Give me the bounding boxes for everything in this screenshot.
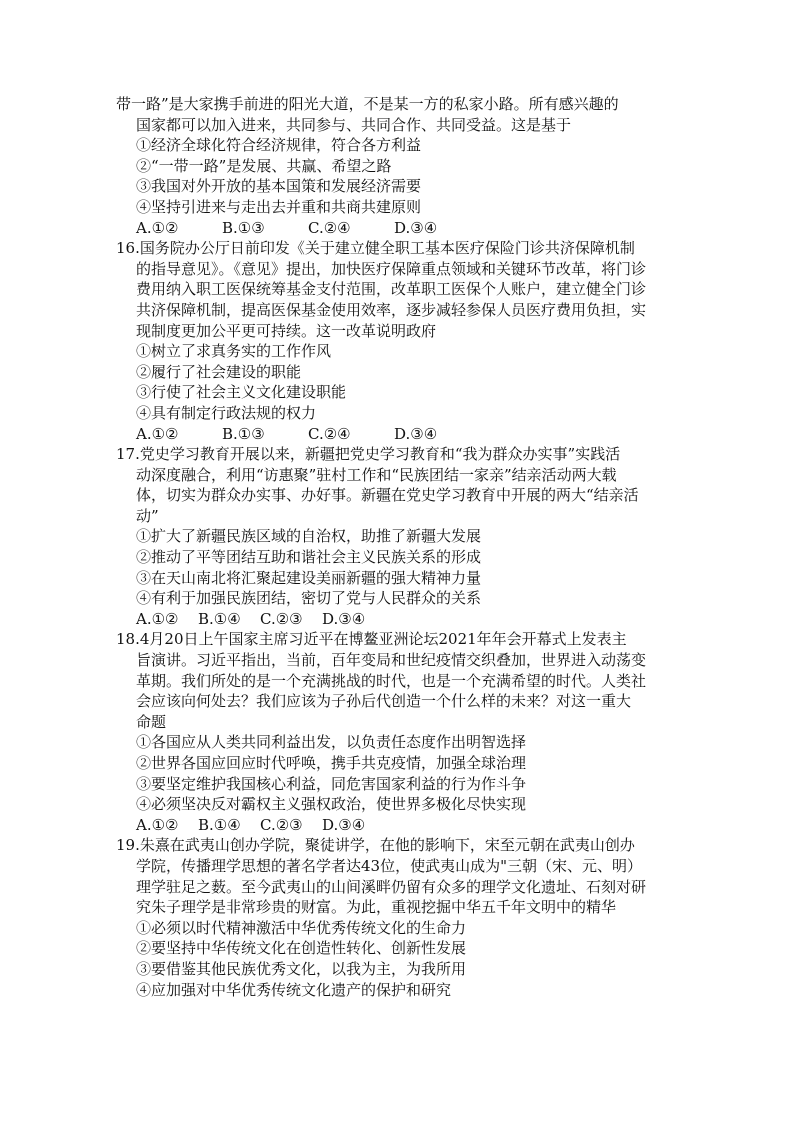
option-1: ①树立了求真务实的工作作风: [136, 342, 332, 361]
option-2: ②推动了平等团结互助和谐社会主义民族关系的形成: [136, 548, 482, 567]
question-stem-line: 理学驻足之薮。至今武夷山的山间溪畔仍留有众多的理学文化遗址、石刻对研: [136, 877, 647, 896]
question-stem-line: 17.党史学习教育开展以来，新疆把党史学习教育和“我为群众办实事”实践活: [116, 445, 621, 464]
option-2: ②“一带一路”是发展、共赢、希望之路: [136, 156, 392, 175]
choice-d: D.③④: [394, 424, 438, 443]
option-1: ①经济全球化符合经济规律，符合各方利益: [136, 136, 422, 155]
choice-b: B.①④: [198, 815, 241, 834]
answer-choices: [116, 815, 686, 836]
option-4: ④坚持引进来与走出去并重和共商共建原则: [136, 197, 422, 216]
question-19: [116, 835, 686, 1000]
question-stem-line: 19.朱熹在武夷山创办学院，聚徒讲学，在他的影响下，宋至元朝在武夷山创办: [116, 836, 635, 855]
question-stem-line: 带一路”是大家携手前进的阳光大道，不是某一方的私家小路。所有感兴趣的: [116, 95, 619, 113]
question-stem-line: 现制度更加公平更可持续。这一改革说明政府: [136, 321, 437, 340]
question-stem-line: 18.4月20日上午国家主席习近平在博鳌亚洲论坛2021年年会开幕式上发表主: [116, 630, 627, 649]
option-3: ③要借鉴其他民族优秀文化，以我为主，为我所用: [136, 959, 467, 978]
option-4: ④必须坚决反对霸权主义强权政治，使世界多极化尽快实现: [136, 795, 527, 814]
answer-choices: [116, 218, 686, 239]
option-4: ④应加强对中华优秀传统文化遗产的保护和研究: [136, 980, 452, 999]
choice-c: C.②④: [308, 218, 351, 237]
choice-a: A.①②: [136, 218, 179, 237]
option-2: ②世界各国应回应时代呼唤，携手共克疫情，加强全球治理: [136, 754, 527, 772]
question-stem-line: 费用纳入职工医保统筹基金支付范围，改革职工医保个人账户，建立健全门诊: [136, 280, 647, 299]
answer-choices: [116, 609, 686, 630]
option-2: ②要坚持中华传统文化在创造性转化、创新性发展: [136, 939, 467, 958]
option-2: ②履行了社会建设的职能: [136, 362, 302, 381]
question-stem-line: 动”: [136, 506, 159, 525]
question-stem-line: 共济保障机制，提高医保基金使用效率，逐步减轻参保人员医疗费用负担，实: [136, 300, 647, 319]
question-18: [116, 629, 686, 835]
exam-page: [116, 94, 686, 1000]
question-stem-line: 的指导意见》。《意见》提出，加快医疗保障重点领域和关键环节改革，将门诊: [136, 259, 647, 278]
option-1: ①必须以时代精神激活中华优秀传统文化的生命力: [136, 918, 467, 937]
choice-a: A.①②: [136, 424, 179, 443]
option-3: ③在天山南北将汇聚起建设美丽新疆的强大精神力量: [136, 568, 482, 587]
option-3: ③我国对外开放的基本国策和发展经济需要: [136, 177, 422, 196]
choice-d: D.③④: [322, 815, 366, 834]
question-stem-line: 究朱子理学是非常珍贵的财富。为此，重视挖掘中华五千年文明中的精华: [136, 898, 617, 917]
option-4: ④具有制定行政法规的权力: [136, 403, 317, 422]
choice-c: C.②③: [260, 609, 303, 628]
question-stem-line: 革期。我们所处的是一个充满挑战的时代，也是一个充满希望的时代。人类社: [136, 671, 647, 690]
question-17: [116, 444, 686, 629]
choice-d: D.③④: [322, 609, 366, 628]
question-stem-line: 国家都可以加入进来，共同参与、共同合作、共同受益。这是基于: [136, 115, 572, 134]
choice-d: D.③④: [394, 218, 438, 237]
question-stem-line: 会应该向何处去？我们应该为子孙后代创造一个什么样的未来？对这一重大: [136, 692, 632, 711]
option-3: ③要坚定维护我国核心利益，同危害国家利益的行为作斗争: [136, 774, 527, 793]
answer-choices: [116, 424, 686, 445]
option-3: ③行使了社会主义文化建设职能: [136, 383, 347, 402]
choice-a: A.①②: [136, 609, 179, 628]
question-stem-line: 学院，传播理学思想的著名学者达43位，使武夷山成为"三朝（宋、元、明）: [136, 856, 642, 875]
question-stem-line: 动深度融合，利用“访惠聚”驻村工作和“民族团结一家亲”结亲活动两大载: [136, 465, 617, 484]
choice-b: B.①③: [222, 218, 265, 237]
question-stem-line: 旨演讲。习近平指出，当前，百年变局和世纪疫情交织叠加，世界进入动荡变: [136, 651, 647, 670]
question-16: [116, 238, 686, 444]
option-1: ①扩大了新疆民族区域的自治权，助推了新疆大发展: [136, 527, 482, 546]
question-stem-line: 体，切实为群众办实事、办好事。新疆在党史学习教育中开展的两大“结亲活: [136, 486, 639, 505]
choice-b: B.①③: [222, 424, 265, 443]
option-4: ④有利于加强民族团结，密切了党与人民群众的关系: [136, 589, 482, 608]
choice-a: A.①②: [136, 815, 179, 834]
choice-c: C.②③: [260, 815, 303, 834]
question-stem-line: 16.国务院办公厅日前印发《关于建立健全职工基本医疗保险门诊共济保障机制: [116, 239, 635, 258]
question-stem-line: 命题: [136, 712, 167, 731]
choice-c: C.②④: [308, 424, 351, 443]
choice-b: B.①④: [198, 609, 241, 628]
option-1: ①各国应从人类共同利益出发，以负责任态度作出明智选择: [136, 733, 527, 752]
question-15: [116, 94, 686, 238]
